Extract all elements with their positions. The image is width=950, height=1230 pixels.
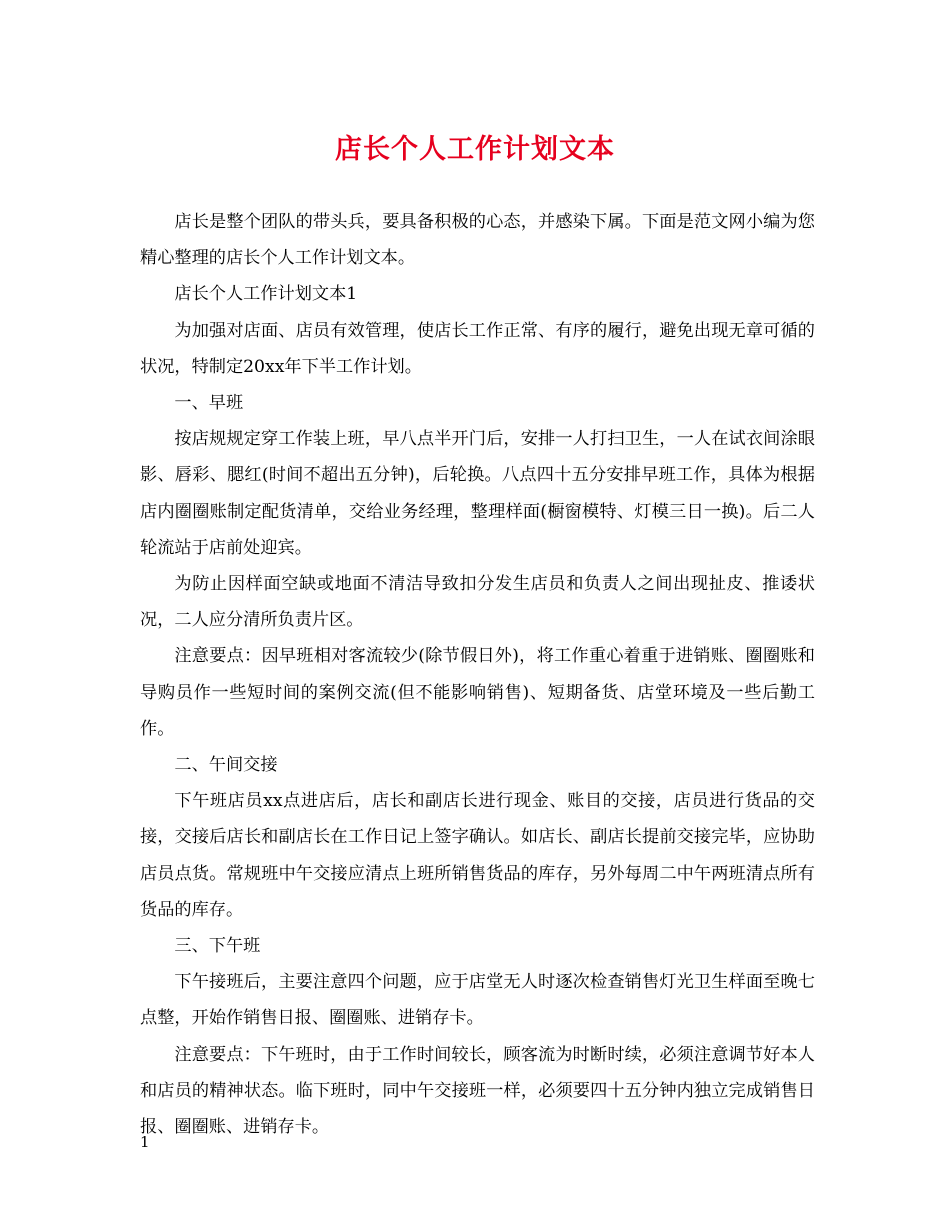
document-body xyxy=(140,204,815,1145)
paragraph-purpose: 为加强对店面、店员有效管理，使店长工作正常、有序的履行，避免出现无章可循的状况，特制定20xx年下半工作计划。 xyxy=(140,320,815,377)
section-heading-noon-handover: 二、午间交接 xyxy=(174,755,278,776)
paragraph-afternoon-shift: 下午接班后，主要注意四个问题，应于店堂无人时逐次检查销售灯光卫生样面至晚七点整，开始作销售日报、圈圈账、进销存卡。 xyxy=(140,972,815,1029)
paragraph-noon-handover: 下午班店员xx点进店后，店长和副店长进行现金、账目的交接，店员进行货品的交接，交接后店长和副店长在工作日记上签字确认。如店长、副店长提前交接完毕，应协助店员点货。常规班中午交接应清点上班所销售货品的库存，另外每周二中午两班清点所有货品的库存。 xyxy=(140,791,815,920)
paragraph-morning-shift: 按店规规定穿工作装上班，早八点半开门后，安排一人打扫卫生，一人在试衣间涂眼影、唇彩、腮红(时间不超出五分钟)，后轮换。八点四十五分安排早班工作，具体为根据店内圈圈账制定配货清单，交给业务经理，整理样面(橱窗模特、灯模三日一换)。后二人轮流站于店前处迎宾。 xyxy=(140,429,815,558)
paragraph-intro: 店长是整个团队的带头兵，要具备积极的心态，并感染下属。下面是范文网小编为您精心整理的店长个人工作计划文本。 xyxy=(140,212,815,269)
paragraph-morning-notes: 注意要点：因早班相对客流较少(除节假日外)，将工作重心着重于进销账、圈圈账和导购员作一些短时间的案例交流(但不能影响销售)、短期备货、店堂环境及一些后勤工作。 xyxy=(140,646,815,739)
section-heading-morning-shift: 一、早班 xyxy=(174,393,244,414)
paragraph-area-responsibility: 为防止因样面空缺或地面不清洁导致扣分发生店员和负责人之间出现扯皮、推诿状况，二人应分清所负责片区。 xyxy=(140,574,815,631)
page-number: 1 xyxy=(140,1133,150,1151)
section-heading-plan-1: 店长个人工作计划文本1 xyxy=(174,284,358,305)
paragraph-afternoon-notes: 注意要点：下午班时，由于工作时间较长，顾客流为时断时续，必须注意调节好本人和店员的精神状态。临下班时，同中午交接班一样，必须要四十五分钟内独立完成销售日报、圈圈账、进销存卡。 xyxy=(140,1044,815,1138)
document-title: 店长个人工作计划文本 xyxy=(335,134,615,165)
section-heading-afternoon-shift: 三、下午班 xyxy=(174,936,261,957)
